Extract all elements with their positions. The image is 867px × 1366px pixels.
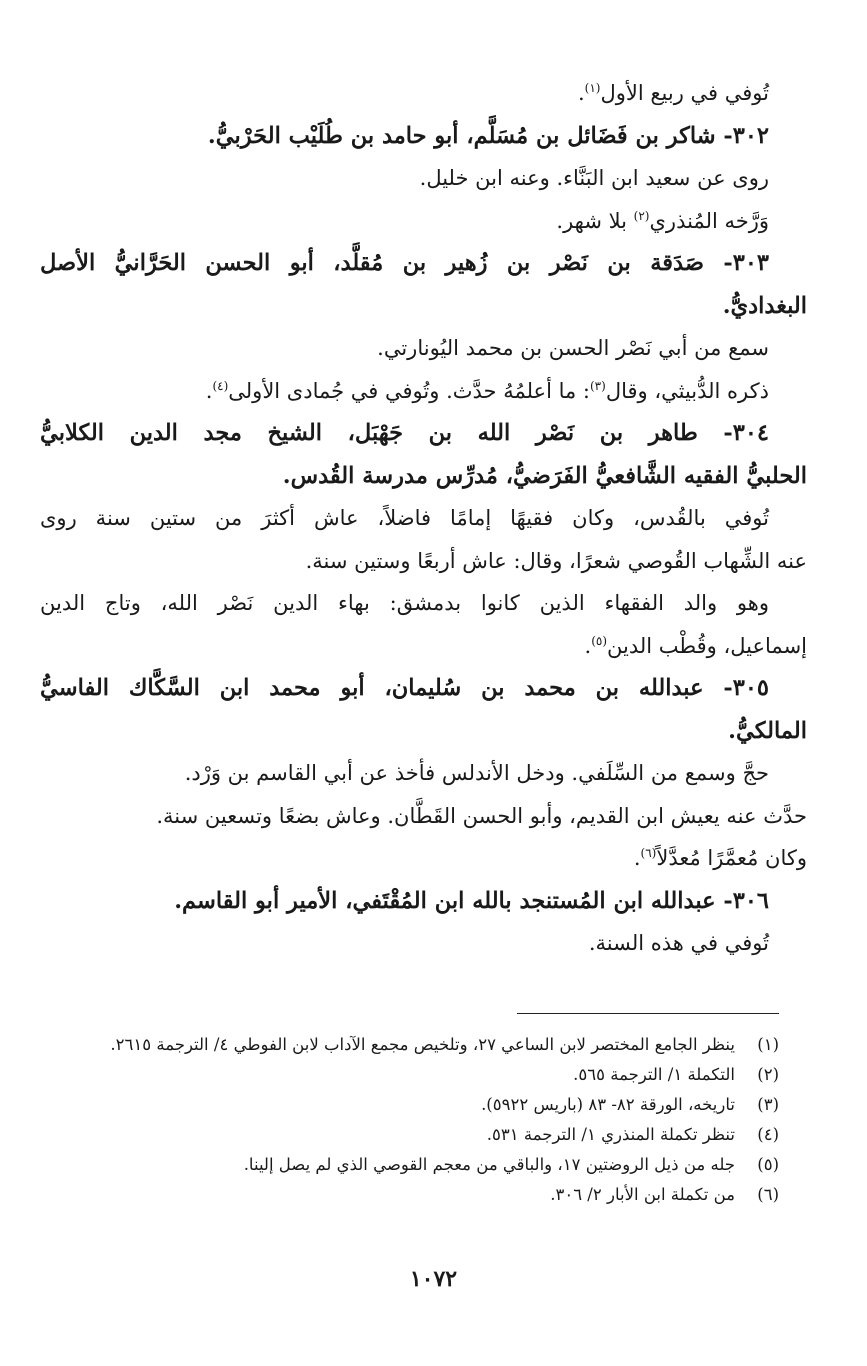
line-text: تُوفي في هذه السنة. xyxy=(588,931,769,955)
footnote-marker[interactable]: (٢) xyxy=(633,208,650,223)
line-text: . xyxy=(205,378,213,403)
text-line xyxy=(40,625,807,668)
footnote-text: ينظر الجامع المختصر لابن الساعي ٢٧، وتلخيص مجمع الآداب لابن الفوطي ٤/ الترجمة ٢٦١٥. xyxy=(110,1035,735,1054)
footnote-marker[interactable]: (١) xyxy=(584,81,601,95)
footnote-number: (٣) xyxy=(757,1095,779,1114)
entry-heading-line xyxy=(40,285,807,328)
footnote-marker[interactable]: (٦) xyxy=(640,846,657,860)
line-text: روى عن سعيد ابن البَنَّاء. وعنه ابن خليل. xyxy=(419,166,769,190)
line-text: . xyxy=(633,846,641,870)
line-text: ذكره الدُّبيثي، وقال xyxy=(605,378,769,403)
text-line xyxy=(40,370,807,413)
entry-heading-line xyxy=(40,667,807,710)
entry-heading-line xyxy=(40,455,807,498)
line-text: : ما أعلمُهُ حدَّث. وتُوفي في جُمادى الأولى xyxy=(228,378,590,403)
line-text: ٣٠٦- عبدالله ابن المُستنجد بالله ابن المُقْتَفي، الأمير أبو القاسم. xyxy=(174,887,769,914)
footnote-text: تاريخه، الورقة ٨٢- ٨٣ (باريس ٥٩٢٢). xyxy=(481,1095,735,1114)
footnote-marker[interactable]: (٣) xyxy=(589,378,606,393)
line-text: بلا شهر. xyxy=(556,208,634,233)
line-text: ٣٠٥- عبدالله بن محمد بن سُليمان، أبو محمد ابن السَّكَّاك الفاسيُّ xyxy=(40,675,769,701)
line-text: إسماعيل، وقُطْب الدين xyxy=(607,633,807,658)
line-text: حدَّث عنه يعيش ابن القديم، وأبو الحسن القَطَّان. وعاش بضعًا وتسعين سنة. xyxy=(156,803,807,828)
line-text: ٣٠٢- شاكر بن فَضَائل بن مُسَلَّم، أبو حامد بن طُلَيْب الحَرْبيُّ. xyxy=(207,122,769,149)
entry-heading-line xyxy=(40,412,807,455)
text-line xyxy=(40,497,807,540)
line-text: . xyxy=(577,81,585,105)
entry-heading-line xyxy=(40,242,807,285)
footnote-text: جله من ذيل الروضتين ١٧، والباقي من معجم القوصي الذي لم يصل إلينا. xyxy=(243,1155,735,1174)
footnote-text: تنظر تكملة المنذري ١/ الترجمة ٥٣١. xyxy=(486,1125,735,1144)
footnote-number: (٤) xyxy=(757,1125,779,1144)
page-number: ١٠٧٢ xyxy=(409,1266,458,1292)
text-line xyxy=(40,582,807,625)
text-line xyxy=(40,752,807,795)
text-line xyxy=(40,795,807,838)
line-text: تُوفي بالقُدس، وكان فقيهًا إمامًا فاضلاً، عاش أكثرَ من ستين سنة روى xyxy=(40,506,769,530)
text-line xyxy=(40,327,807,370)
footnote-marker[interactable]: (٤) xyxy=(212,378,229,393)
text-line xyxy=(40,72,807,115)
footnote-separator xyxy=(517,1013,779,1014)
main-text xyxy=(40,72,807,965)
text-line xyxy=(40,540,807,583)
entry-heading-line xyxy=(40,115,807,158)
footnotes xyxy=(50,1030,779,1210)
footnote-number: (١) xyxy=(757,1035,779,1054)
footnote-number: (٥) xyxy=(757,1155,779,1174)
line-text: الحلبيُّ الفقيه الشَّافعيُّ الفَرَضيُّ، مُدرِّس مدرسة القُدس. xyxy=(282,462,807,489)
line-text: المالكيُّ. xyxy=(728,717,807,744)
line-text: عنه الشِّهاب القُوصي شعرًا، وقال: عاش أربعًا وستين سنة. xyxy=(305,548,807,573)
line-text: وكان مُعمَّرًا مُعدَّلاً xyxy=(656,846,807,870)
footnote-number: (٦) xyxy=(757,1185,779,1204)
footnote-marker[interactable]: (٥) xyxy=(591,633,608,648)
entry-heading-line xyxy=(40,880,807,923)
line-text: وهو والد الفقهاء الذين كانوا بدمشق: بهاء الدين نَصْر الله، وتاج الدين xyxy=(40,591,769,615)
text-line xyxy=(40,922,807,965)
footnote xyxy=(50,1030,779,1060)
text-line xyxy=(40,200,807,243)
line-text: تُوفي في ربيع الأول xyxy=(600,81,769,105)
footnote xyxy=(50,1150,779,1180)
footnote-number: (٢) xyxy=(757,1065,779,1084)
footnote xyxy=(50,1090,779,1120)
footnote-text: التكملة ١/ الترجمة ٥٦٥. xyxy=(573,1065,735,1084)
line-text: . xyxy=(584,633,592,658)
entry-heading-line xyxy=(40,710,807,753)
line-text: ٣٠٣- صَدَقة بن نَصْر بن زُهير بن مُقلَّد، أبو الحسن الحَرَّانيُّ الأصل xyxy=(40,250,769,276)
line-text: وَرَّخه المُنذري xyxy=(649,208,769,233)
text-line xyxy=(40,157,807,200)
footnote xyxy=(50,1120,779,1150)
line-text: حجَّ وسمع من السِّلَفي. ودخل الأندلس فأخذ عن أبي القاسم بن وَرْد. xyxy=(184,761,769,785)
line-text: سمع من أبي نَصْر الحسن بن محمد اليُونارتي. xyxy=(377,336,769,360)
text-line xyxy=(40,837,807,880)
line-text: البغداديُّ. xyxy=(722,292,807,319)
footnote xyxy=(50,1060,779,1090)
line-text: ٣٠٤- طاهر بن نَصْر الله بن جَهْبَل، الشيخ مجد الدين الكلابيُّ xyxy=(40,420,769,446)
footnote xyxy=(50,1180,779,1210)
footnote-text: من تكملة ابن الأبار ٢/ ٣٠٦. xyxy=(550,1185,735,1204)
